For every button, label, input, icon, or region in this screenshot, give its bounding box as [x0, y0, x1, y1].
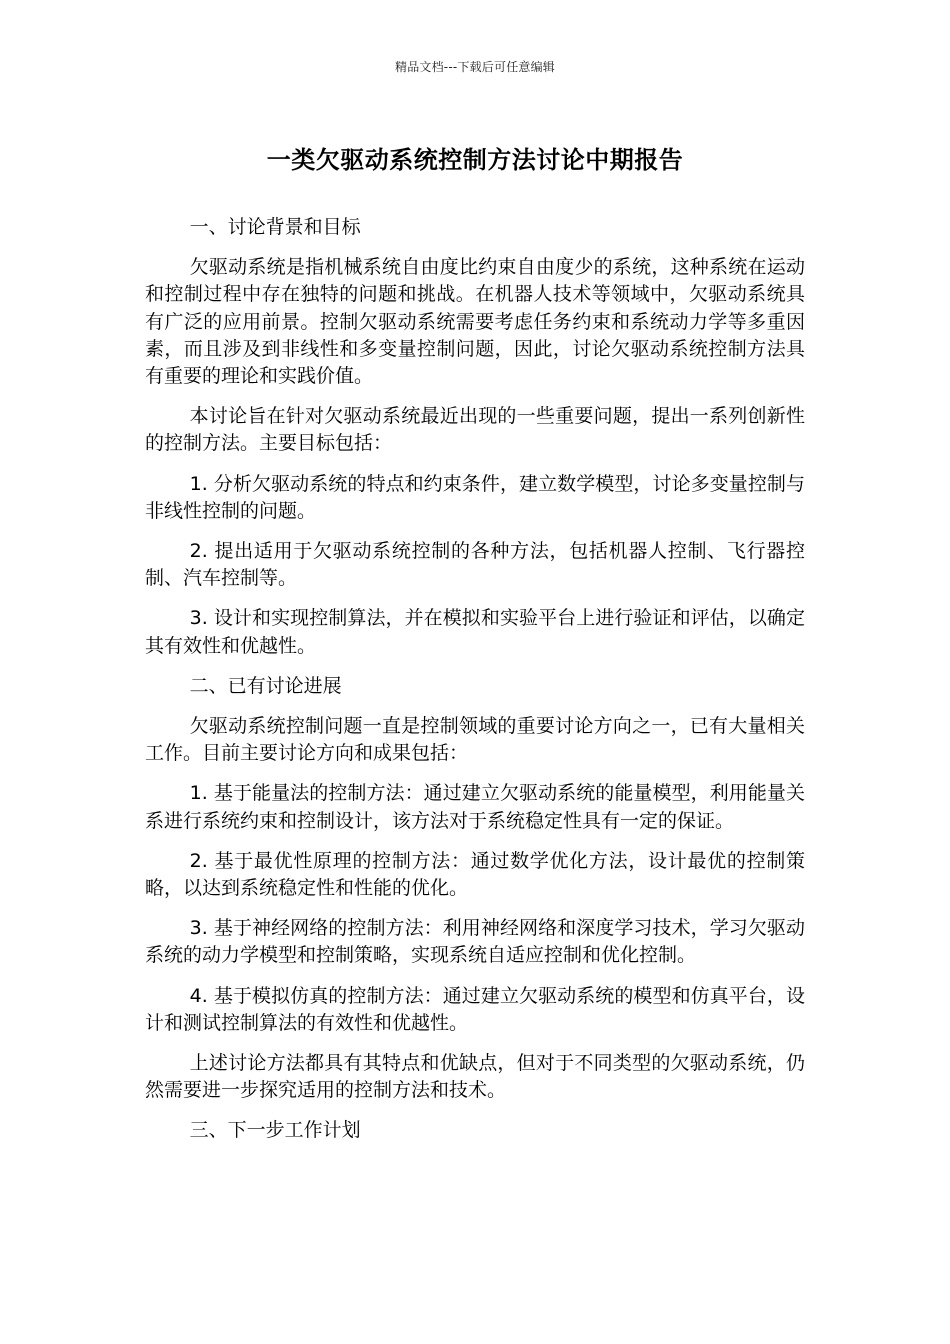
list-item: 2. 基于最优性原理的控制方法：通过数学优化方法，设计最优的控制策略，以达到系统稳定性和性能的优化。: [145, 849, 805, 900]
list-item: 4. 基于模拟仿真的控制方法：通过建立欠驱动系统的模型和仿真平台，设计和测试控制算法的有效性和优越性。: [145, 984, 805, 1034]
page-title: 一类欠驱动系统控制方法讨论中期报告: [266, 146, 684, 174]
document-body: [145, 214, 805, 1158]
list-item: 1. 分析欠驱动系统的特点和约束条件，建立数学模型，讨论多变量控制与非线性控制的问题。: [145, 472, 805, 522]
paragraph: 欠驱动系统是指机械系统自由度比约束自由度少的系统，这种系统在运动和控制过程中存在独特的问题和挑战。在机器人技术等领域中，欠驱动系统具有广泛的应用前景。控制欠驱动系统需要考虑任务约束和系统动力学等多重因素，而且涉及到非线性和多变量控制问题，因此，讨论欠驱动系统控制方法具有重要的理论和实践价值。: [145, 256, 805, 388]
list-item: 3. 基于神经网络的控制方法：利用神经网络和深度学习技术，学习欠驱动系统的动力学模型和控制策略，实现系统自适应控制和优化控制。: [145, 917, 805, 967]
paragraph: 上述讨论方法都具有其特点和优缺点，但对于不同类型的欠驱动系统，仍然需要进一步探究适用的控制方法和技术。: [145, 1052, 805, 1102]
list-item: 3. 设计和实现控制算法，并在模拟和实验平台上进行验证和评估，以确定其有效性和优越性。: [145, 607, 805, 657]
section-heading-background: 一、讨论背景和目标: [189, 216, 361, 238]
paragraph: 欠驱动系统控制问题一直是控制领域的重要讨论方向之一，已有大量相关工作。目前主要讨论方向和成果包括：: [145, 715, 805, 765]
section-heading-next-steps: 三、下一步工作计划: [189, 1119, 361, 1142]
list-item: 1. 基于能量法的控制方法：通过建立欠驱动系统的能量模型，利用能量关系进行系统约束和控制设计，该方法对于系统稳定性具有一定的保证。: [145, 782, 805, 832]
list-item: 2. 提出适用于欠驱动系统控制的各种方法，包括机器人控制、飞行器控制、汽车控制等。: [145, 540, 805, 590]
header-note: 精品文档---下载后可任意编辑: [395, 60, 555, 74]
paragraph: 本讨论旨在针对欠驱动系统最近出现的一些重要问题，提出一系列创新性的控制方法。主要目标包括：: [145, 405, 805, 455]
section-heading-progress: 二、已有讨论进展: [189, 674, 342, 697]
